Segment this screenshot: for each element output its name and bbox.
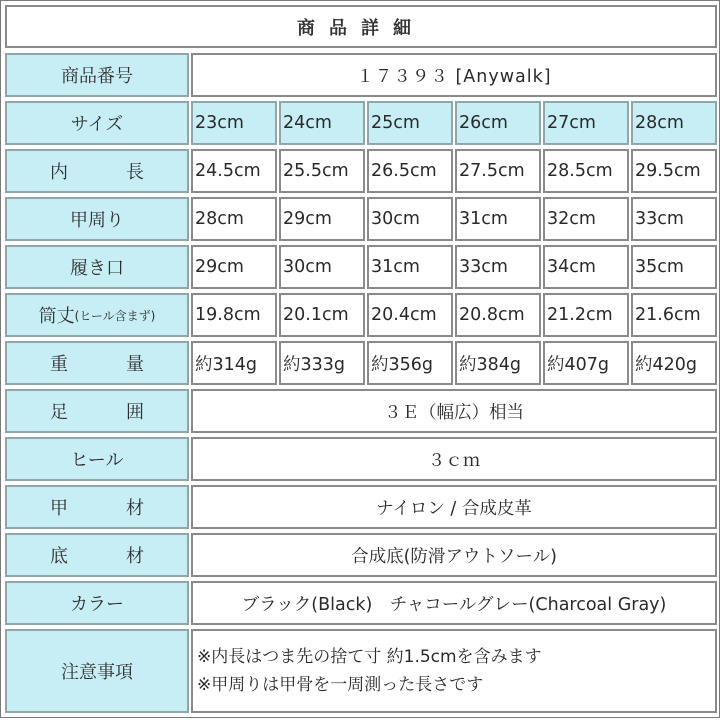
- weight-cell: 約407g: [543, 341, 629, 385]
- label-shaft-main: 筒丈: [38, 306, 75, 327]
- label-size: サイズ: [5, 101, 189, 145]
- label-upper-material: 甲 材: [5, 485, 189, 529]
- instep-cell: 33cm: [631, 197, 717, 241]
- label-foot-width: 足 囲: [5, 389, 189, 433]
- label-inner-length: 内 長: [5, 149, 189, 193]
- table-title: 商品詳細: [5, 5, 717, 48]
- inner-length-cell: 28.5cm: [543, 149, 629, 193]
- weight-cell: 約314g: [191, 341, 277, 385]
- size-cell: 24cm: [279, 101, 365, 145]
- label-instep: 甲周り: [5, 197, 189, 241]
- inner-length-cell: 26.5cm: [367, 149, 453, 193]
- size-cell: 27cm: [543, 101, 629, 145]
- opening-cell: 35cm: [631, 245, 717, 289]
- instep-cell: 29cm: [279, 197, 365, 241]
- weight-cell: 約356g: [367, 341, 453, 385]
- size-cell: 25cm: [367, 101, 453, 145]
- value-heel: ３ｃｍ: [191, 437, 717, 481]
- label-color: カラー: [5, 581, 189, 625]
- shaft-cell: 21.2cm: [543, 293, 629, 337]
- instep-cell: 28cm: [191, 197, 277, 241]
- value-upper-material: ナイロン / 合成皮革: [191, 485, 717, 529]
- note-line: ※内長はつま先の捨て寸 約1.5cmを含みます: [197, 647, 542, 667]
- opening-cell: 34cm: [543, 245, 629, 289]
- weight-cell: 約384g: [455, 341, 541, 385]
- weight-cell: 約420g: [631, 341, 717, 385]
- value-product-no: １７３９３ [Anywalk]: [191, 53, 717, 97]
- notes-box: [191, 629, 717, 713]
- instep-cell: 32cm: [543, 197, 629, 241]
- shaft-cell: 19.8cm: [191, 293, 277, 337]
- shaft-cell: 20.1cm: [279, 293, 365, 337]
- weight-cell: 約333g: [279, 341, 365, 385]
- size-cell: 23cm: [191, 101, 277, 145]
- label-heel: ヒール: [5, 437, 189, 481]
- inner-length-cell: 24.5cm: [191, 149, 277, 193]
- label-shaft-height: [5, 293, 189, 337]
- value-sole-material: 合成底(防滑アウトソール): [191, 533, 717, 577]
- note-line: ※甲周りは甲骨を一周測った長さです: [197, 675, 484, 695]
- inner-length-cell: 27.5cm: [455, 149, 541, 193]
- size-cell: 26cm: [455, 101, 541, 145]
- label-opening: 履き口: [5, 245, 189, 289]
- opening-cell: 30cm: [279, 245, 365, 289]
- shaft-cell: 21.6cm: [631, 293, 717, 337]
- label-product-no: 商品番号: [5, 53, 189, 97]
- shaft-cell: 20.4cm: [367, 293, 453, 337]
- inner-length-cell: 25.5cm: [279, 149, 365, 193]
- instep-cell: 31cm: [455, 197, 541, 241]
- opening-cell: 31cm: [367, 245, 453, 289]
- label-weight: 重 量: [5, 341, 189, 385]
- opening-cell: 29cm: [191, 245, 277, 289]
- shaft-cell: 20.8cm: [455, 293, 541, 337]
- size-cell: 28cm: [631, 101, 717, 145]
- instep-cell: 30cm: [367, 197, 453, 241]
- value-color: ブラック(Black) チャコールグレー(Charcoal Gray): [191, 581, 717, 625]
- label-sole-material: 底 材: [5, 533, 189, 577]
- inner-length-cell: 29.5cm: [631, 149, 717, 193]
- opening-cell: 33cm: [455, 245, 541, 289]
- label-notes: 注意事項: [5, 629, 189, 713]
- value-foot-width: ３Ｅ（幅広）相当: [191, 389, 717, 433]
- label-shaft-note: (ヒール含まず): [74, 308, 156, 323]
